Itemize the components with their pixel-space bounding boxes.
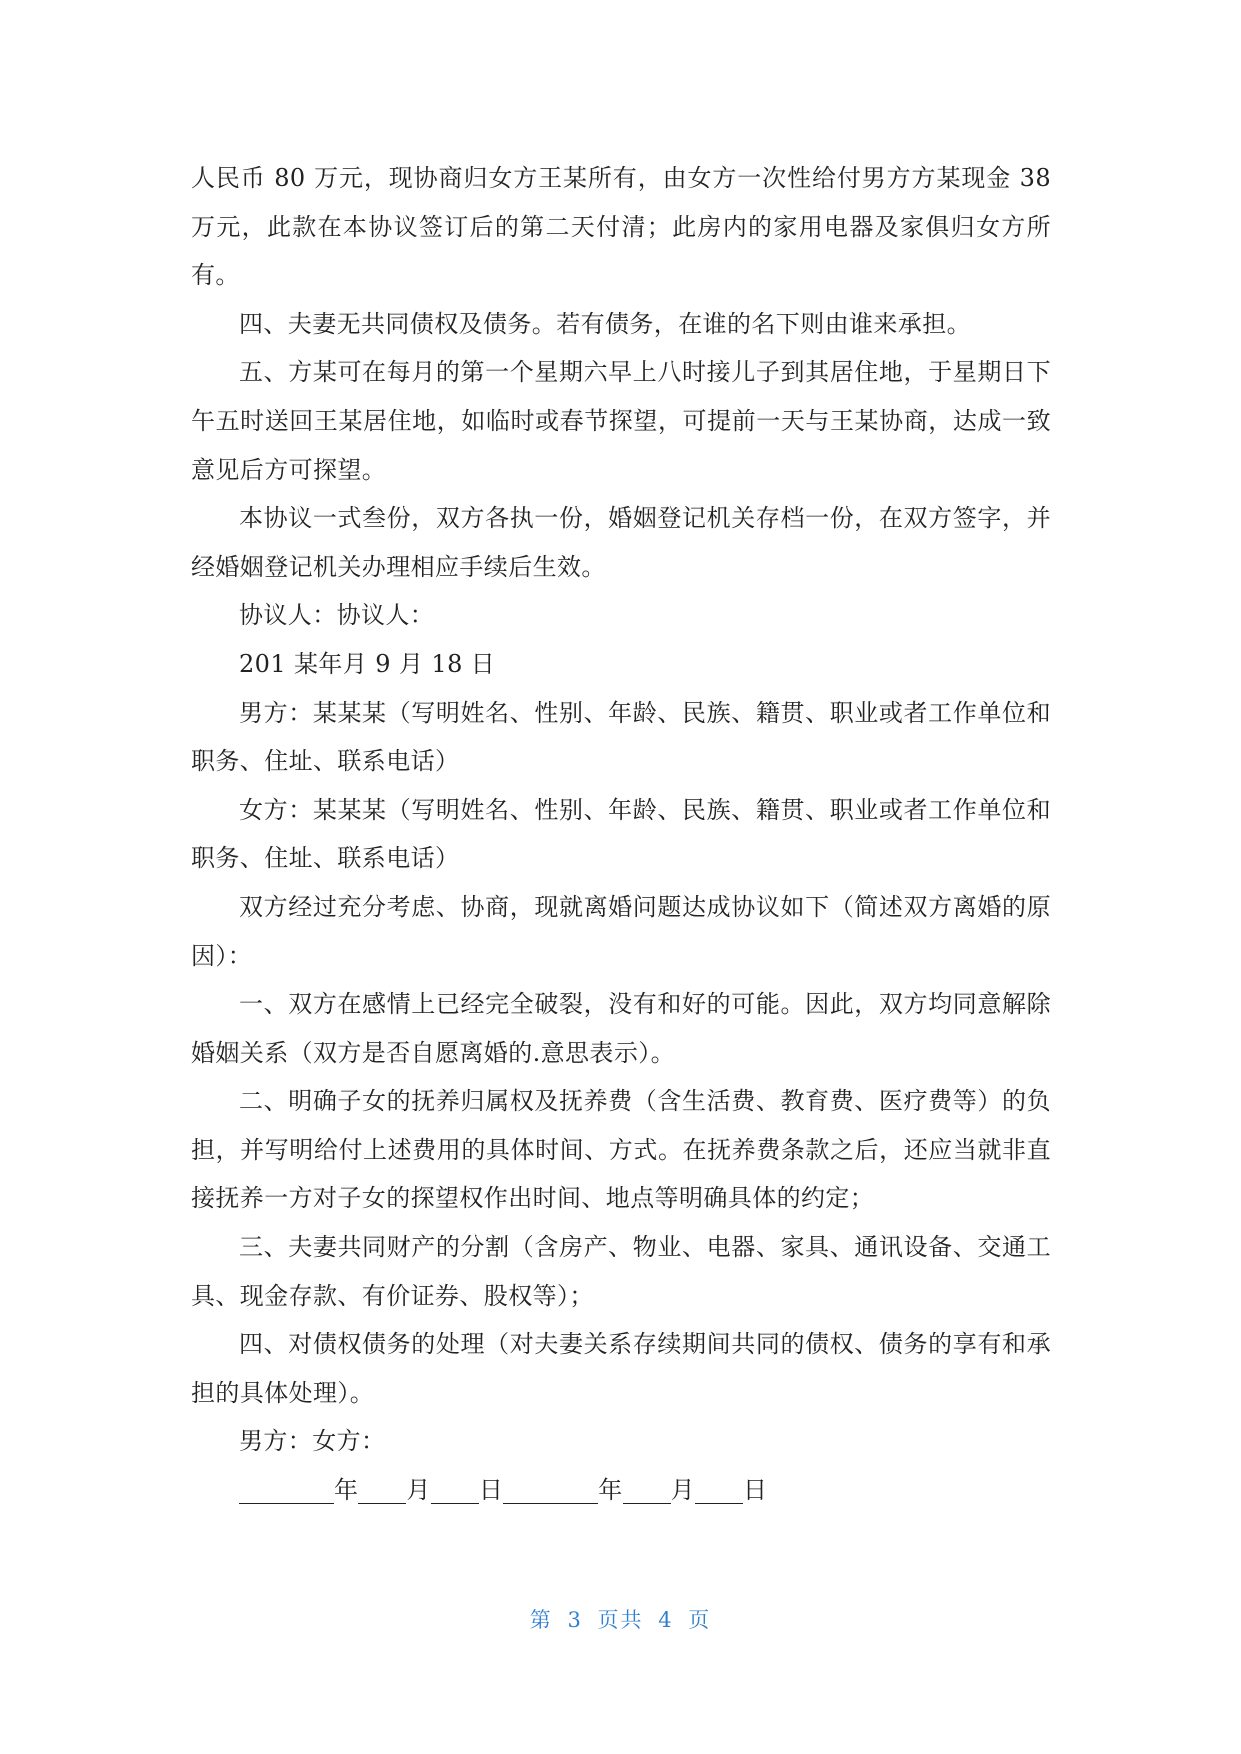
- month-blank-2: [623, 1475, 671, 1504]
- paragraph-clause-3: 三、夫妻共同财产的分割（含房产、物业、电器、家具、通讯设备、交通工具、现金存款、有价证券、股权等）；: [191, 1233, 1051, 1310]
- paragraph-clause-4: 四、对债权债务的处理（对夫妻关系存续期间共同的债权、债务的享有和承担的具体处理）。: [191, 1330, 1051, 1407]
- day-label-2: 日: [743, 1476, 768, 1505]
- paragraph-visitation: 五、方某可在每月的第一个星期六早上八时接儿子到其居住地，于星期日下午五时送回王某居住地，如临时或春节探望，可提前一天与王某协商，达成一致意见后方可探望。: [191, 358, 1051, 484]
- day-blank-1: [431, 1475, 479, 1504]
- day-label-1: 日: [478, 1476, 504, 1505]
- month-blank-1: [358, 1475, 406, 1504]
- signature-date-blanks: [191, 1466, 1051, 1515]
- day-blank-2: [695, 1475, 743, 1504]
- paragraph-signatories: 协议人：协议人：: [239, 601, 435, 630]
- footer-middle: 页共: [597, 1608, 644, 1632]
- paragraph-debts: 四、夫妻无共同债权及债务。若有债务，在谁的名下则由谁来承担。: [239, 309, 971, 338]
- paragraph-signature-labels: 男方：女方：: [239, 1427, 386, 1456]
- paragraph-copies: 本协议一式叁份，双方各执一份，婚姻登记机关存档一份，在双方签字，并经婚姻登记机关办理相应手续后生效。: [191, 504, 1051, 581]
- page-footer: [0, 1604, 1241, 1634]
- paragraph-husband-info: 男方：某某某（写明姓名、性别、年龄、民族、籍贯、职业或者工作单位和职务、住址、联系电话）: [191, 698, 1051, 776]
- month-label-2: 月: [670, 1476, 696, 1505]
- paragraph-clause-2: 二、明确子女的抚养归属权及抚养费（含生活费、教育费、医疗费等）的负担，并写明给付上述费用的具体时间、方式。在抚养费条款之后，还应当就非直接抚养一方对子女的探望权作出时间、地点等明确具体的约定；: [191, 1087, 1051, 1213]
- paragraph-property-continuation: 人民币 80 万元，现协商归女方王某所有，由女方一次性给付男方方某现金 38 万元，此款在本协议签订后的第二天付清；此房内的家用电器及家俱归女方所有。: [191, 164, 1051, 290]
- paragraph-agreement-intro: 双方经过充分考虑、协商，现就离婚问题达成协议如下（简述双方离婚的原因）：: [191, 892, 1051, 970]
- year-label-1: 年: [334, 1476, 359, 1505]
- month-label-1: 月: [406, 1476, 431, 1505]
- footer-suffix: 页: [688, 1608, 712, 1632]
- total-pages-number: 4: [658, 1608, 674, 1632]
- footer-prefix: 第: [529, 1608, 553, 1632]
- current-page-number: 3: [567, 1608, 583, 1632]
- paragraph-wife-info: 女方：某某某（写明姓名、性别、年龄、民族、籍贯、职业或者工作单位和职务、住址、联系电话）: [191, 795, 1051, 873]
- document-body: [191, 154, 1051, 1515]
- year-blank-2: [503, 1475, 598, 1504]
- paragraph-clause-1: 一、双方在感情上已经完全破裂，没有和好的可能。因此，双方均同意解除婚姻关系（双方是否自愿离婚的.意思表示）。: [191, 990, 1051, 1067]
- year-label-2: 年: [598, 1476, 623, 1505]
- paragraph-date: 201 某年月 9 月 18 日: [239, 649, 496, 678]
- year-blank-1: [239, 1475, 334, 1504]
